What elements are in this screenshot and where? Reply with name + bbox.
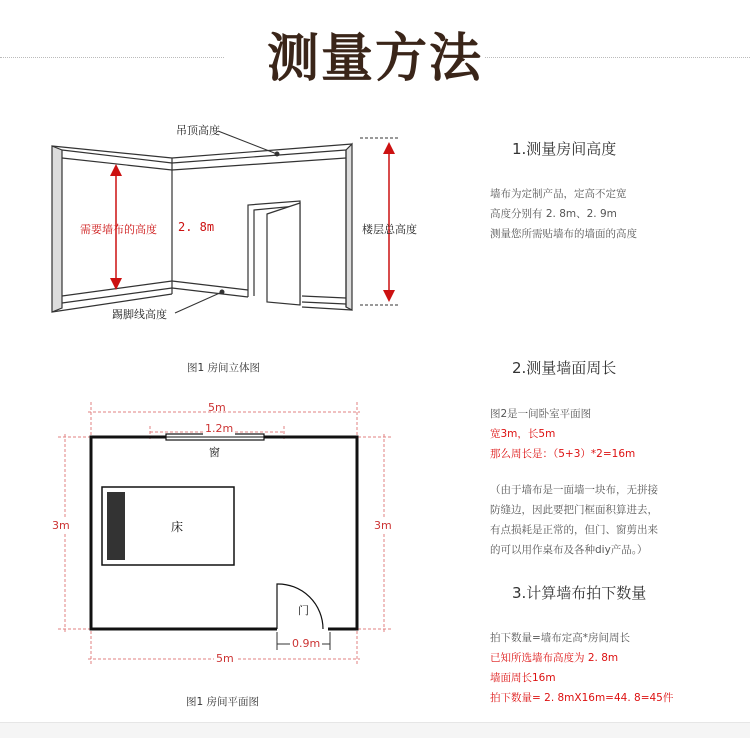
section1-line: 高度分别有 2. 8m、2. 9m	[490, 208, 617, 220]
page-title: 测量方法	[266, 29, 483, 89]
dim-door-label: 0.9m	[292, 637, 321, 650]
section3-line: 拍下数量= 2. 8mX16m=44. 8=45件	[490, 692, 674, 704]
floor-plan	[58, 402, 392, 665]
wall-height-label: 需要墙布的高度	[80, 223, 157, 236]
section2-title: 2.测量墙面周长	[512, 359, 617, 377]
section2-note-line: 的可以用作桌布及各种diy产品。）	[490, 544, 648, 556]
section2-note-line: （由于墙布是一面墙一块布，无拼接	[490, 484, 658, 496]
window-label: 窗	[209, 446, 220, 459]
section1-line: 测量您所需贴墙布的墙面的高度	[490, 228, 637, 240]
section1-title: 1.测量房间高度	[512, 140, 617, 158]
floor-total-height-label: 楼层总高度	[362, 223, 417, 236]
ceiling-height-label: 吊顶高度	[176, 124, 220, 137]
skirting-height-label: 踢脚线高度	[112, 308, 167, 321]
section3-line: 拍下数量=墙布定高*房间周长	[490, 632, 631, 644]
section1-body	[490, 184, 730, 244]
section2-note	[490, 480, 730, 560]
section2-line: 宽3m，长5m	[490, 428, 556, 440]
section2-note-line: 有点损耗是正常的，但门、窗剪出来	[490, 524, 658, 536]
section2-line: 那么周长是：（5+3）*2=16m	[490, 448, 636, 460]
wall-height-value: 2. 8m	[178, 220, 215, 234]
fig2-caption: 图1 房间平面图	[186, 696, 260, 708]
section2-line: 图2是一间卧室平面图	[490, 408, 592, 420]
dim-window-label: 1.2m	[205, 422, 234, 435]
dim-left-label: 3m	[52, 519, 70, 532]
section2-body	[490, 404, 730, 464]
footer-bar	[0, 722, 750, 738]
dim-top-label: 5m	[208, 401, 226, 414]
dim-bottom-label: 5m	[216, 652, 234, 665]
bed-label: 床	[171, 520, 184, 534]
fig1-caption: 图1 房间立体图	[187, 362, 261, 374]
door-label: 门	[298, 604, 309, 617]
section3-title: 3.计算墙布拍下数量	[512, 584, 647, 602]
section2-note-line: 防缝边，因此要把门框面积算进去，	[490, 504, 658, 516]
dim-right-label: 3m	[374, 519, 392, 532]
section3-line: 已知所选墙布高度为 2. 8m	[490, 652, 619, 664]
section1-line: 墙布为定制产品，定高不定宽	[490, 188, 627, 200]
section3-line: 墙面周长16m	[490, 672, 556, 684]
section3-body	[490, 628, 730, 708]
